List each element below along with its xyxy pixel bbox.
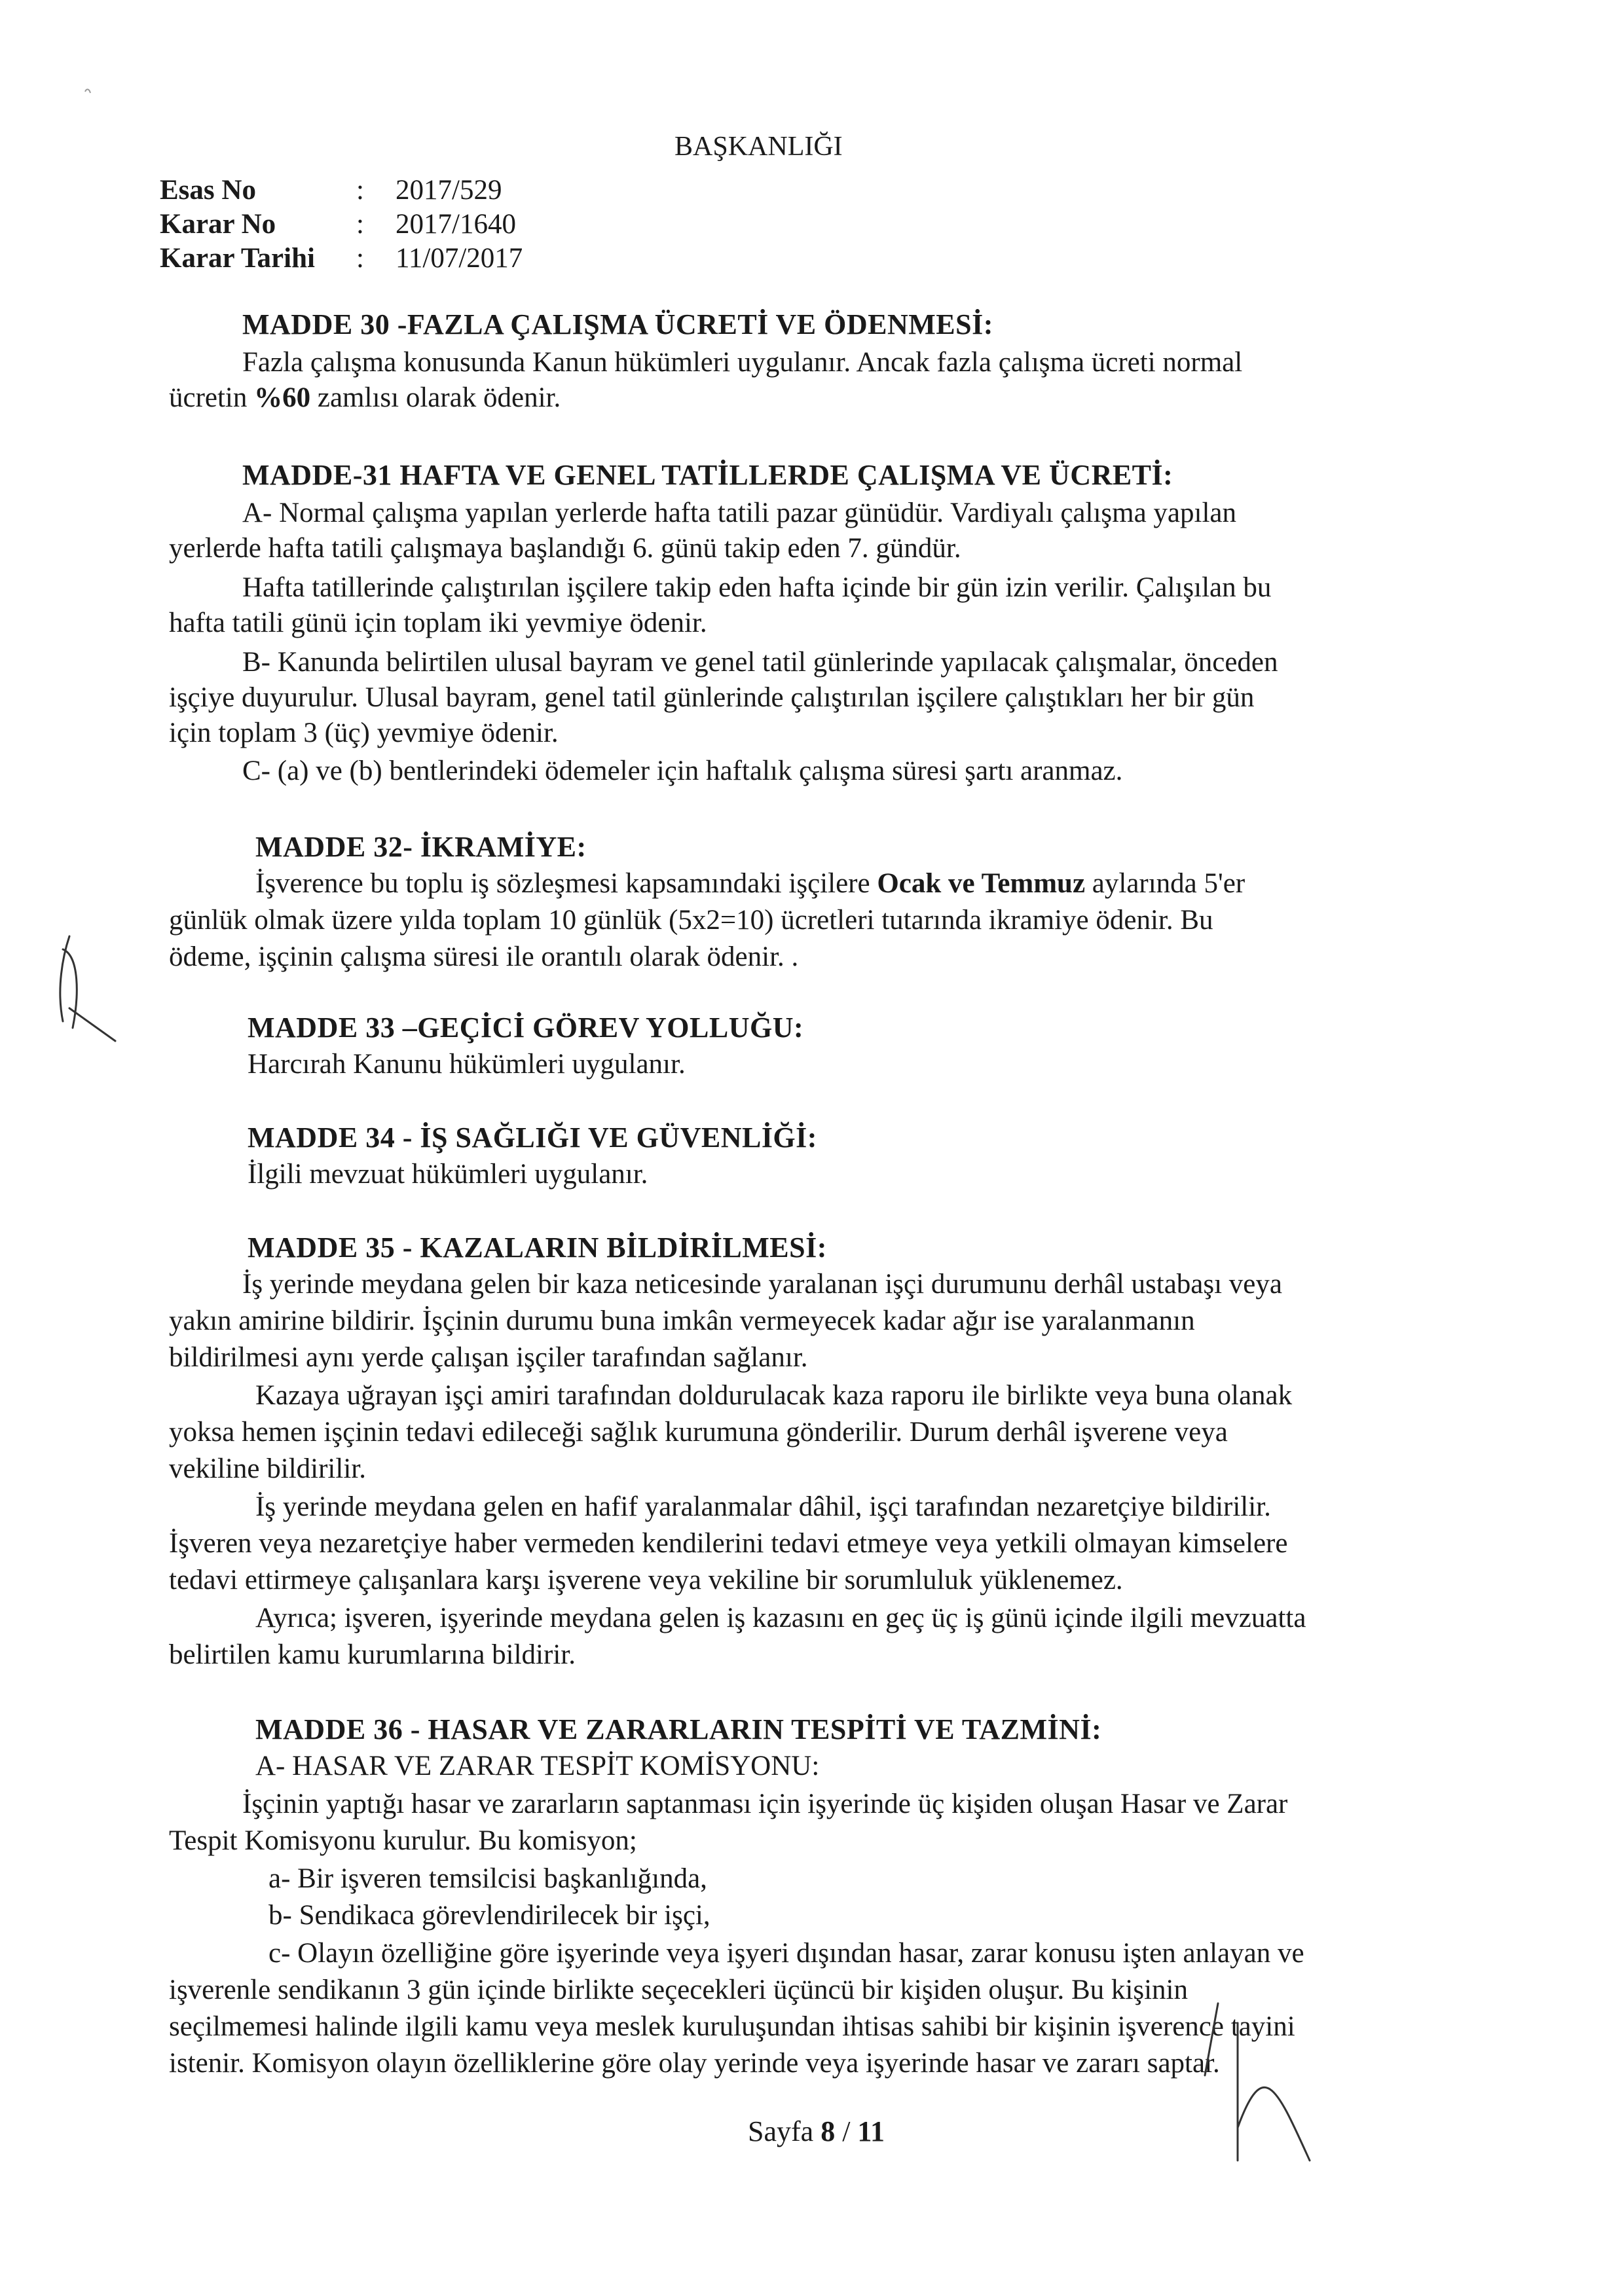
meta-row-karar-tarihi — [160, 242, 523, 274]
article-35-line: İş yerinde meydana gelen bir kaza neticesinde yaralanan işçi durumunu derhâl ustabaşı veya — [242, 1269, 1282, 1300]
article-35-line: Ayrıca; işveren, işyerinde meydana gelen iş kazasını en geç üç iş günü içinde ilgili mevzuatta — [255, 1603, 1306, 1633]
page-total: 11 — [857, 2115, 885, 2147]
article-32-line — [255, 867, 1245, 901]
article-31-line: B- Kanunda belirtilen ulusal bayram ve genel tatil günlerinde yapılacak çalışmalar, önceden — [242, 647, 1278, 678]
article-35-line: yoksa hemen işçinin tedavi edileceği sağlık kurumuna gönderilir. Durum derhâl işverene veya — [169, 1417, 1228, 1448]
meta-label: Esas No — [160, 175, 256, 206]
article-31-line: yerlerde hafta tatili çalışmaya başlandığı 6. günü takip eden 7. gündür. — [169, 533, 961, 564]
article-32-line: ödeme, işçinin çalışma süresi ile orantılı olarak ödenir. . — [169, 941, 799, 972]
article-30-text: ücretin — [169, 382, 255, 413]
article-31-line: A- Normal çalışma yapılan yerlerde hafta tatili pazar günüdür. Vardiyalı çalışma yapılan — [242, 498, 1236, 528]
article-36-line: b- Sendikaca görevlendirilecek bir işçi, — [268, 1900, 710, 1931]
article-36-line: İşçinin yaptığı hasar ve zararların saptanması için işyerinde üç kişiden oluşan Hasar ve Zarar — [242, 1789, 1288, 1819]
meta-label: Karar Tarihi — [160, 243, 315, 274]
initial-signature-left — [43, 930, 135, 1048]
article-31-line: C- (a) ve (b) bentlerindeki ödemeler için haftalık çalışma süresi şartı aranmaz. — [242, 756, 1123, 786]
meta-sep: : — [356, 243, 364, 274]
article-33-line: Harcırah Kanunu hükümleri uygulanır. — [248, 1049, 686, 1080]
article-33-heading: MADDE 33 –GEÇİCİ GÖREV YOLLUĞU: — [248, 1011, 804, 1044]
meta-value: 2017/1640 — [396, 209, 516, 240]
article-30-heading: MADDE 30 -FAZLA ÇALIŞMA ÜCRETİ VE ÖDENMESİ: — [242, 308, 993, 340]
page-prefix: Sayfa — [748, 2115, 821, 2147]
article-36-line: istenir. Komisyon olayın özelliklerine göre olay yerinde veya işyerinde hasar ve zararı saptar. — [169, 2048, 1220, 2079]
article-35-line: vekiline bildirilir. — [169, 1453, 366, 1484]
page-number — [748, 2115, 885, 2148]
article-35-line: bildirilmesi aynı yerde çalışan işçiler tarafından sağlanır. — [169, 1342, 808, 1373]
article-35-line: İş yerinde meydana gelen en hafif yaralanmalar dâhil, işçi tarafından nezaretçiye bildirilir. — [255, 1491, 1271, 1522]
article-35-line: tedavi ettirmeye çalışanlara karşı işverene veya vekiline bir sorumluluk yüklenemez. — [169, 1565, 1123, 1595]
article-36-line: Tespit Komisyonu kurulur. Bu komisyon; — [169, 1825, 637, 1856]
article-30-text: zamlısı olarak ödenir. — [310, 382, 561, 413]
article-31-line: için toplam 3 (üç) yevmiye ödenir. — [169, 718, 559, 748]
article-32-text: aylarında 5'er — [1085, 868, 1246, 899]
article-31-line: Hafta tatillerinde çalıştırılan işçilere takip eden hafta içinde bir gün izin verilir. Çalışılan bu — [242, 572, 1272, 603]
meta-value: 2017/529 — [396, 175, 502, 206]
months-emphasis: Ocak ve Temmuz — [877, 868, 1086, 899]
page-header-title: BAŞKANLIĞI — [674, 132, 843, 162]
meta-row-esas — [160, 174, 502, 206]
scan-mark-top — [79, 79, 105, 105]
article-31-line: işçiye duyurulur. Ulusal bayram, genel tatil günlerinde çalıştırılan işçilere çalıştıkları her bir gün — [169, 682, 1255, 713]
article-36-line: A- HASAR VE ZARAR TESPİT KOMİSYONU: — [255, 1751, 820, 1781]
article-35-line: İşveren veya nezaretçiye haber vermeden kendilerini tedavi etmeye veya yetkili olmayan kimselere — [169, 1528, 1288, 1559]
article-30-line: Fazla çalışma konusunda Kanun hükümleri uygulanır. Ancak fazla çalışma ücreti normal — [242, 347, 1243, 378]
page-sep: / — [835, 2115, 858, 2147]
article-36-line: a- Bir işveren temsilcisi başkanlığında, — [268, 1863, 707, 1894]
article-36-heading: MADDE 36 - HASAR VE ZARARLARIN TESPİTİ VE TAZMİNİ: — [255, 1713, 1102, 1745]
meta-value: 11/07/2017 — [396, 243, 523, 274]
meta-label: Karar No — [160, 209, 276, 240]
article-36-line: seçilmemesi halinde ilgili kamu veya meslek kuruluşundan ihtisas sahibi bir kişinin işverence tayini — [169, 2011, 1295, 2042]
article-32-line: günlük olmak üzere yılda toplam 10 günlük (5x2=10) ücretleri tutarında ikramiye ödenir. Bu — [169, 905, 1213, 936]
article-31-heading: MADDE-31 HAFTA VE GENEL TATİLLERDE ÇALIŞMA VE ÜCRETİ: — [242, 459, 1173, 491]
article-36-line: c- Olayın özelliğine göre işyerinde veya işyeri dışından hasar, zarar konusu işten anlayan ve — [268, 1938, 1304, 1969]
article-35-line: belirtilen kamu kurumlarına bildirir. — [169, 1639, 576, 1670]
meta-row-karar-no — [160, 208, 516, 240]
article-35-line: Kazaya uğrayan işçi amiri tarafından doldurulacak kaza raporu ile birlikte veya buna olanak — [255, 1380, 1293, 1411]
page-current: 8 — [821, 2115, 836, 2147]
initial-signature-bottom — [1179, 1997, 1323, 2167]
article-36-line: işverenle sendikanın 3 gün içinde birlikte seçecekleri üçüncü bir kişiden oluşur. Bu kişinin — [169, 1975, 1188, 2005]
article-34-line: İlgili mevzuat hükümleri uygulanır. — [248, 1159, 648, 1190]
meta-sep: : — [356, 209, 364, 240]
article-31-line: hafta tatili günü için toplam iki yevmiye ödenir. — [169, 608, 707, 638]
article-35-heading: MADDE 35 - KAZALARIN BİLDİRİLMESİ: — [248, 1231, 827, 1264]
article-34-heading: MADDE 34 - İŞ SAĞLIĞI VE GÜVENLİĞİ: — [248, 1121, 817, 1154]
article-30-line — [169, 381, 561, 415]
article-35-line: yakın amirine bildirir. İşçinin durumu buna imkân vermeyecek kadar ağır ise yaralanmanın — [169, 1305, 1195, 1336]
percentage-value: %60 — [254, 382, 311, 413]
meta-sep: : — [356, 175, 364, 206]
article-32-heading: MADDE 32- İKRAMİYE: — [255, 831, 587, 863]
article-32-text: İşverence bu toplu iş sözleşmesi kapsamındaki işçilere — [255, 868, 877, 899]
